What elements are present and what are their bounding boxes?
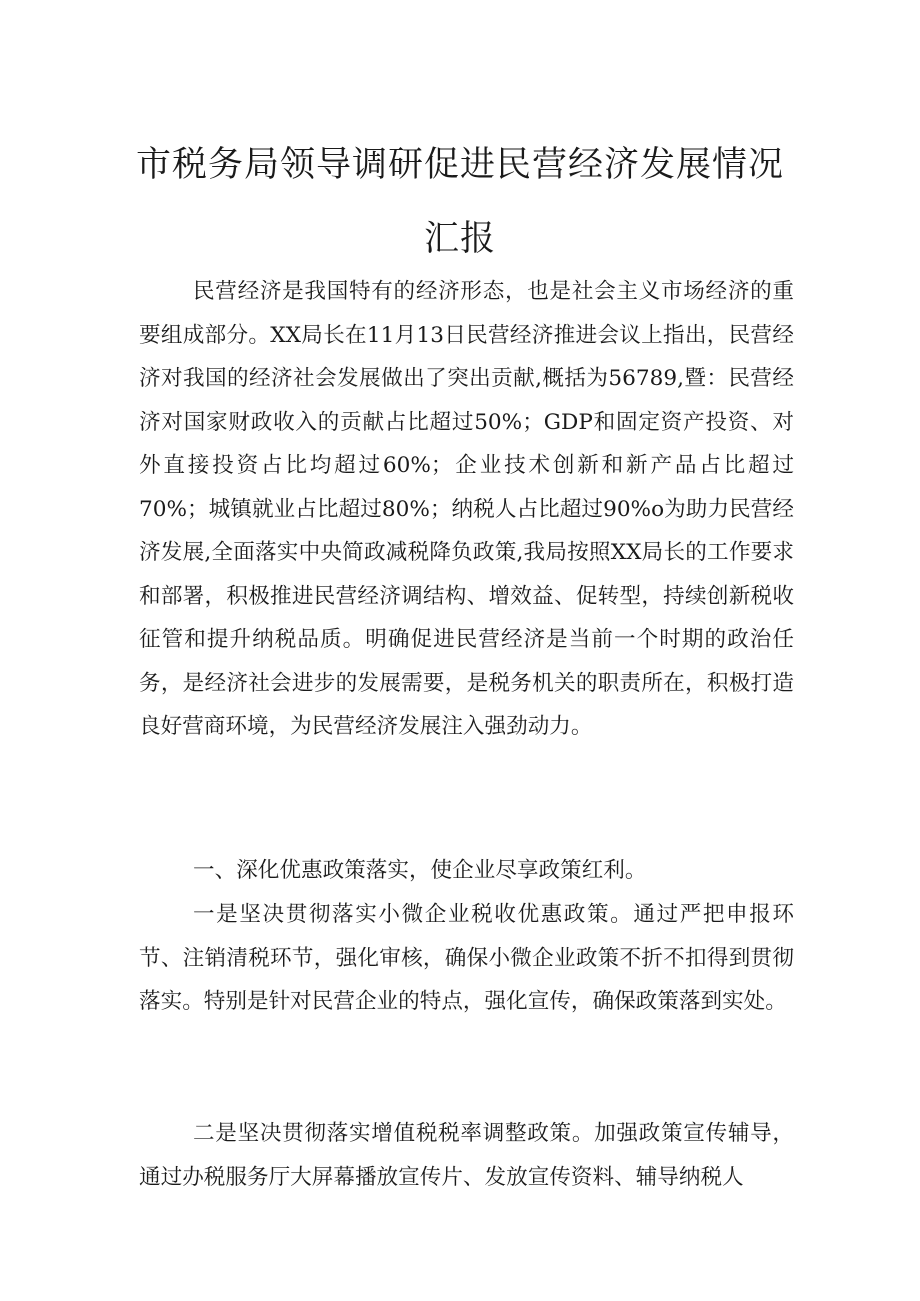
paragraph-intro: 民营经济是我国特有的经济形态，也是社会主义市场经济的重要组成部分。XX局长在11月13日民营经济推进会议上指出，民营经济对我国的经济社会发展做出了突出贡献,概括为56789,暨：民营经济对国家财政收入的贡献占比超过50%；GDP和固定资产投资、对外直接投资占比均超过60%；企业技术创新和新产品占比超过70%；城镇就业占比超过80%；纳税人占比超过90%o为助力民营经济发展,全面落实中央简政减税降负政策,我局按照XX局长的工作要求和部署，积极推进民营经济调结构、增效益、促转型，持续创新税收征管和提升纳税品质。明确促进民营经济是当前一个时期的政治任务，是经济社会进步的发展需要，是税务机关的职责所在，积极打造良好营商环境，为民营经济发展注入强劲动力。 [139, 279, 794, 739]
section-heading-1: 一、深化优惠政策落实，使企业尽享政策红利。 [193, 858, 647, 883]
paragraph-point-1: 一是坚决贯彻落实小微企业税收优惠政策。通过严把申报环节、注销清税环节，强化审核，确保小微企业政策不折不扣得到贯彻落实。特别是针对民营企业的特点，强化宣传，确保政策落到实处。 [139, 902, 794, 1014]
document-title-line-2: 汇报 [423, 219, 496, 259]
document-title-line-1: 市税务局领导调研促进民营经济发展情况 [135, 145, 784, 185]
paragraph-point-2: 二是坚决贯彻落实增值税税率调整政策。加强政策宣传辅导，通过办税服务厅大屏幕播放宣传片、发放宣传资料、辅导纳税人 [139, 1121, 794, 1190]
